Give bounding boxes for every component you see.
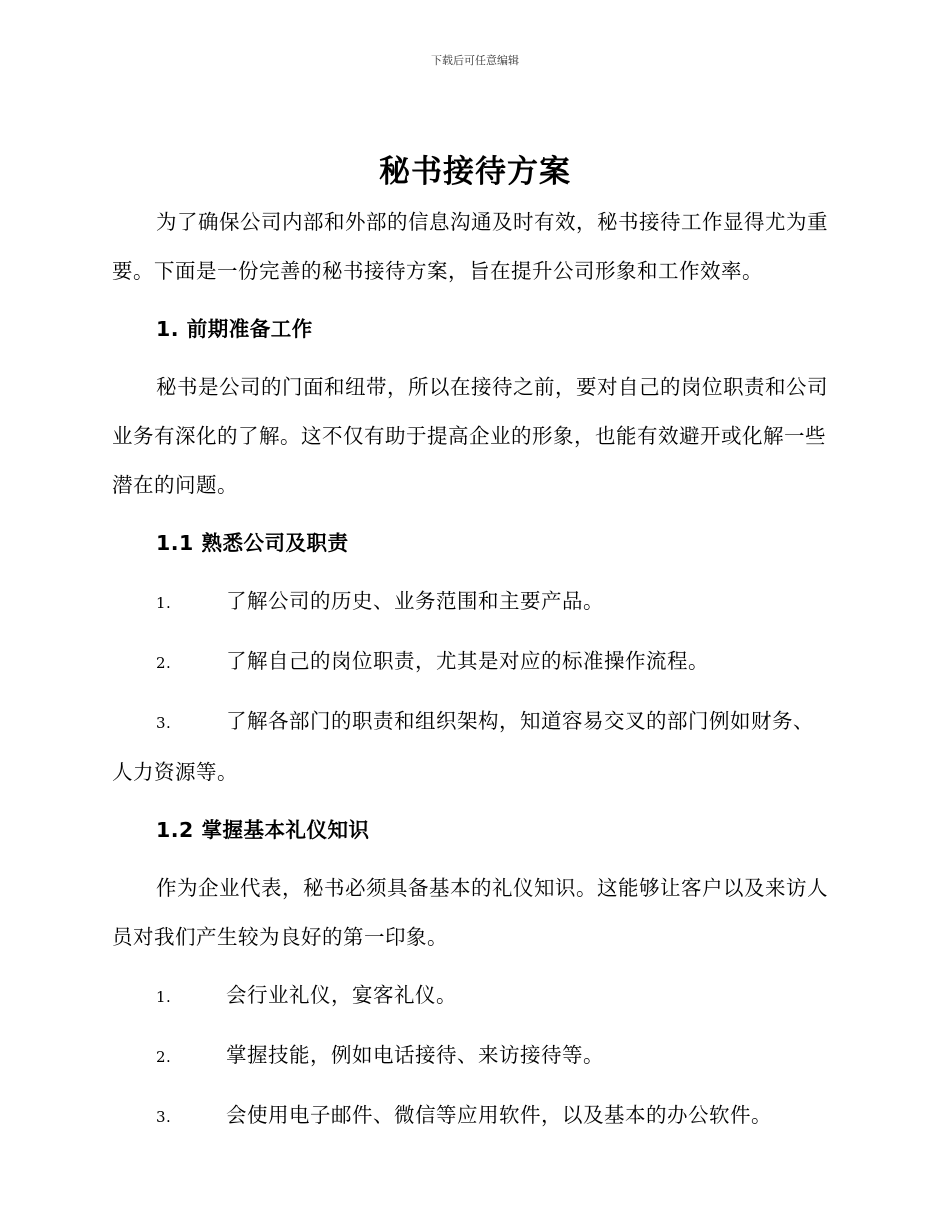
section-1-2-paragraph: 作为企业代表，秘书必须具备基本的礼仪知识。这能够让客户以及来访人员对我们产生较为良好的第一印象。 bbox=[112, 876, 828, 949]
page-header: 下载后可任意编辑 bbox=[431, 54, 519, 67]
section-heading-1-1: 1.1 熟悉公司及职责 bbox=[156, 531, 349, 555]
list-number: 1. bbox=[156, 594, 172, 612]
list-item bbox=[112, 1031, 834, 1082]
list-item bbox=[112, 637, 834, 688]
list-item-text: 了解各部门的职责和组织架构，知道容易交叉的部门例如财务、人力资源等。 bbox=[112, 709, 814, 784]
list-number: 3. bbox=[156, 1108, 172, 1126]
list-number: 2. bbox=[156, 654, 172, 672]
list-item-text: 了解公司的历史、业务范围和主要产品。 bbox=[226, 589, 604, 613]
list-item bbox=[112, 697, 834, 797]
section-heading-1: 1. 前期准备工作 bbox=[156, 317, 313, 341]
list-number: 3. bbox=[156, 714, 172, 732]
list-item bbox=[112, 1091, 834, 1142]
list-item-text: 会使用电子邮件、微信等应用软件，以及基本的办公软件。 bbox=[226, 1103, 772, 1127]
intro-paragraph: 为了确保公司内部和外部的信息沟通及时有效，秘书接待工作显得尤为重要。下面是一份完善的秘书接待方案，旨在提升公司形象和工作效率。 bbox=[112, 210, 828, 283]
list-item-text: 了解自己的岗位职责，尤其是对应的标准操作流程。 bbox=[226, 649, 709, 673]
section-1-paragraph: 秘书是公司的门面和纽带，所以在接待之前，要对自己的岗位职责和公司业务有深化的了解。这不仅有助于提高企业的形象，也能有效避开或化解一些潜在的问题。 bbox=[112, 375, 828, 497]
document-body bbox=[112, 198, 834, 1151]
section-heading-1-2: 1.2 掌握基本礼仪知识 bbox=[156, 818, 370, 842]
list-item-text: 掌握技能，例如电话接待、来访接待等。 bbox=[226, 1043, 604, 1067]
list-number: 1. bbox=[156, 988, 172, 1006]
document-title: 秘书接待方案 bbox=[379, 154, 571, 190]
list-item-text: 会行业礼仪，宴客礼仪。 bbox=[226, 983, 457, 1007]
list-item bbox=[112, 577, 834, 628]
list-number: 2. bbox=[156, 1048, 172, 1066]
list-item bbox=[112, 971, 834, 1022]
